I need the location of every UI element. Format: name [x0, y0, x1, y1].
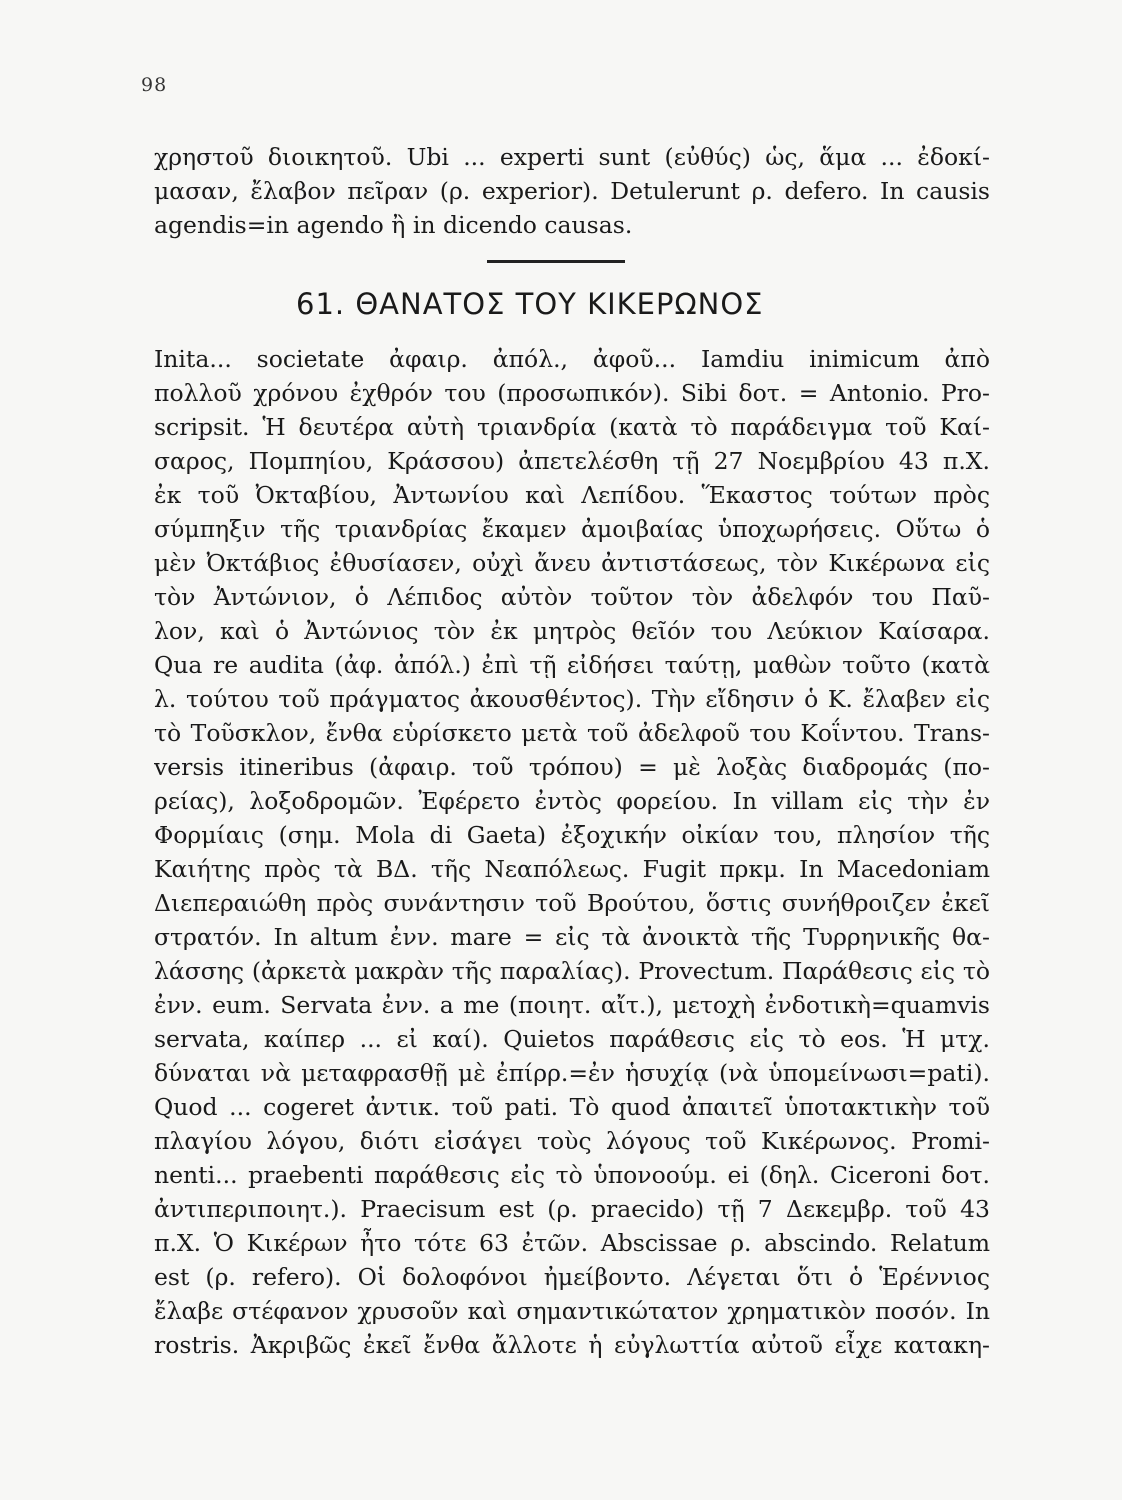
body-line-3: scripsit. Ἡ δευτέρα αὐτὴ τριανδρία (κατὰ τὸ παράδειγμα τοῦ Καί-	[154, 413, 990, 441]
body-line-19: λάσσης (ἀρκετὰ μακρὰν τῆς παραλίας). Provectum. Παράθεσις εἰς τὸ	[154, 957, 990, 985]
body-line-4: σαρος, Πομπηίου, Κράσσου) ἀπετελέσθη τῇ 27 Νοεμβρίου 43 π.Χ.	[154, 447, 990, 475]
body-line-15: Φορμίαις (σημ. Mola di Gaeta) ἐξοχικήν οἰκίαν του, πλησίον τῆς	[154, 821, 990, 849]
body-line-22: δύναται νὰ μεταφρασθῇ μὲ ἐπίρρ.=ἐν ἡσυχίᾳ (νὰ ὑπομείνωσι=pati).	[154, 1059, 990, 1087]
page-number: 98	[141, 74, 168, 96]
section-divider	[487, 260, 625, 263]
body-line-11: λ. τούτου τοῦ πράγματος ἀκουσθέντος). Τὴν εἴδησιν ὁ Κ. ἔλαβεν εἰς	[154, 685, 990, 713]
intro-line-3: agendis=in agendo ἢ in dicendo causas.	[154, 211, 633, 239]
body-line-20: ἐνν. eum. Servata ἐνν. a me (ποιητ. αἴτ.), μετοχὴ ἐνδοτικὴ=quamvis	[154, 991, 990, 1019]
body-line-6: σύμπηξιν τῆς τριανδρίας ἔκαμεν ἀμοιβαίας ὑποχωρήσεις. Οὕτω ὁ	[154, 515, 990, 543]
body-line-30: rostris. Ἀκριβῶς ἐκεῖ ἔνθα ἄλλοτε ἡ εὐγλωττία αὐτοῦ εἶχε κατακη-	[154, 1331, 990, 1359]
body-line-8: τὸν Ἀντώνιον, ὁ Λέπιδος αὐτὸν τοῦτον τὸν ἀδελφόν του Παῦ-	[154, 583, 990, 611]
body-line-21: servata, καίπερ ... εἰ καί). Quietos παράθεσις εἰς τὸ eos. Ἡ μτχ.	[154, 1025, 990, 1053]
body-line-23: Quod ... cogeret ἀντικ. τοῦ pati. Τὸ quod ἀπαιτεῖ ὑποτακτικὴν τοῦ	[154, 1093, 990, 1121]
section-number: 61.	[296, 287, 346, 321]
body-line-16: Καιήτης πρὸς τὰ ΒΔ. τῆς Νεαπόλεως. Fugit πρκμ. In Macedoniam	[154, 855, 990, 883]
body-line-2: πολλοῦ χρόνου ἐχθρόν του (προσωπικόν). Sibi δοτ. = Antonio. Pro-	[154, 379, 990, 407]
intro-line-1: χρηστοῦ διοικητοῦ. Ubi ... experti sunt (εὐθύς) ὡς, ἅμα ... ἐδοκί-	[154, 143, 990, 171]
body-line-25: nenti... praebenti παράθεσις εἰς τὸ ὑπονοούμ. ei (δηλ. Ciceroni δοτ.	[154, 1161, 990, 1189]
body-line-29: ἔλαβε στέφανον χρυσοῦν καὶ σημαντικώτατον χρηματικὸν ποσόν. In	[154, 1297, 990, 1325]
body-line-27: π.Χ. Ὁ Κικέρων ἦτο τότε 63 ἐτῶν. Abscissae ρ. abscindo. Relatum	[154, 1229, 990, 1257]
body-line-13: versis itineribus (ἀφαιρ. τοῦ τρόπου) = μὲ λοξὰς διαδρομάς (πο-	[154, 753, 990, 781]
body-line-18: στρατόν. In altum ἐνν. mare = εἰς τὰ ἀνοικτὰ τῆς Τυρρηνικῆς θα-	[154, 923, 990, 951]
body-line-24: πλαγίου λόγου, διότι εἰσάγει τοὺς λόγους τοῦ Κικέρωνος. Promi-	[154, 1127, 990, 1155]
body-line-9: λον, καὶ ὁ Ἀντώνιος τὸν ἐκ μητρὸς θεῖόν του Λεύκιον Καίσαρα.	[154, 617, 990, 645]
body-line-17: Διεπεραιώθη πρὸς συνάντησιν τοῦ Βρούτου, ὅστις συνήθροιζεν ἐκεῖ	[154, 889, 990, 917]
section-heading	[296, 286, 764, 322]
body-line-12: τὸ Τοῦσκλον, ἔνθα εὑρίσκετο μετὰ τοῦ ἀδελφοῦ του Κοΐντου. Trans-	[154, 719, 990, 747]
intro-line-2: μασαν, ἔλαβον πεῖραν (ρ. experior). Detulerunt ρ. defero. In causis	[154, 177, 990, 205]
body-line-7: μὲν Ὀκτάβιος ἐθυσίασεν, οὐχὶ ἄνευ ἀντιστάσεως, τὸν Κικέρωνα εἰς	[154, 549, 990, 577]
body-line-14: ρείας), λοξοδρομῶν. Ἐφέρετο ἐντὸς φορείου. In villam εἰς τὴν ἐν	[154, 787, 990, 815]
body-line-28: est (ρ. refero). Οἱ δολοφόνοι ἠμείβοντο. Λέγεται ὅτι ὁ Ἑρέννιος	[154, 1263, 990, 1291]
body-line-5: ἐκ τοῦ Ὀκταβίου, Ἀντωνίου καὶ Λεπίδου. Ἕκαστος τούτων πρὸς	[154, 481, 990, 509]
body-line-26: ἀντιπεριποιητ.). Praecisum est (ρ. praecido) τῇ 7 Δεκεμβρ. τοῦ 43	[154, 1195, 990, 1223]
body-line-1: Inita... societate ἀφαιρ. ἀπόλ., ἀφοῦ... Iamdiu inimicum ἀπὸ	[154, 345, 990, 373]
section-title: ΘΑΝΑΤΟΣ ΤΟΥ ΚΙΚΕΡΩΝΟΣ	[355, 287, 764, 321]
body-line-10: Qua re audita (ἀφ. ἀπόλ.) ἐπὶ τῇ εἰδήσει ταύτῃ, μαθὼν τοῦτο (κατὰ	[154, 651, 990, 679]
